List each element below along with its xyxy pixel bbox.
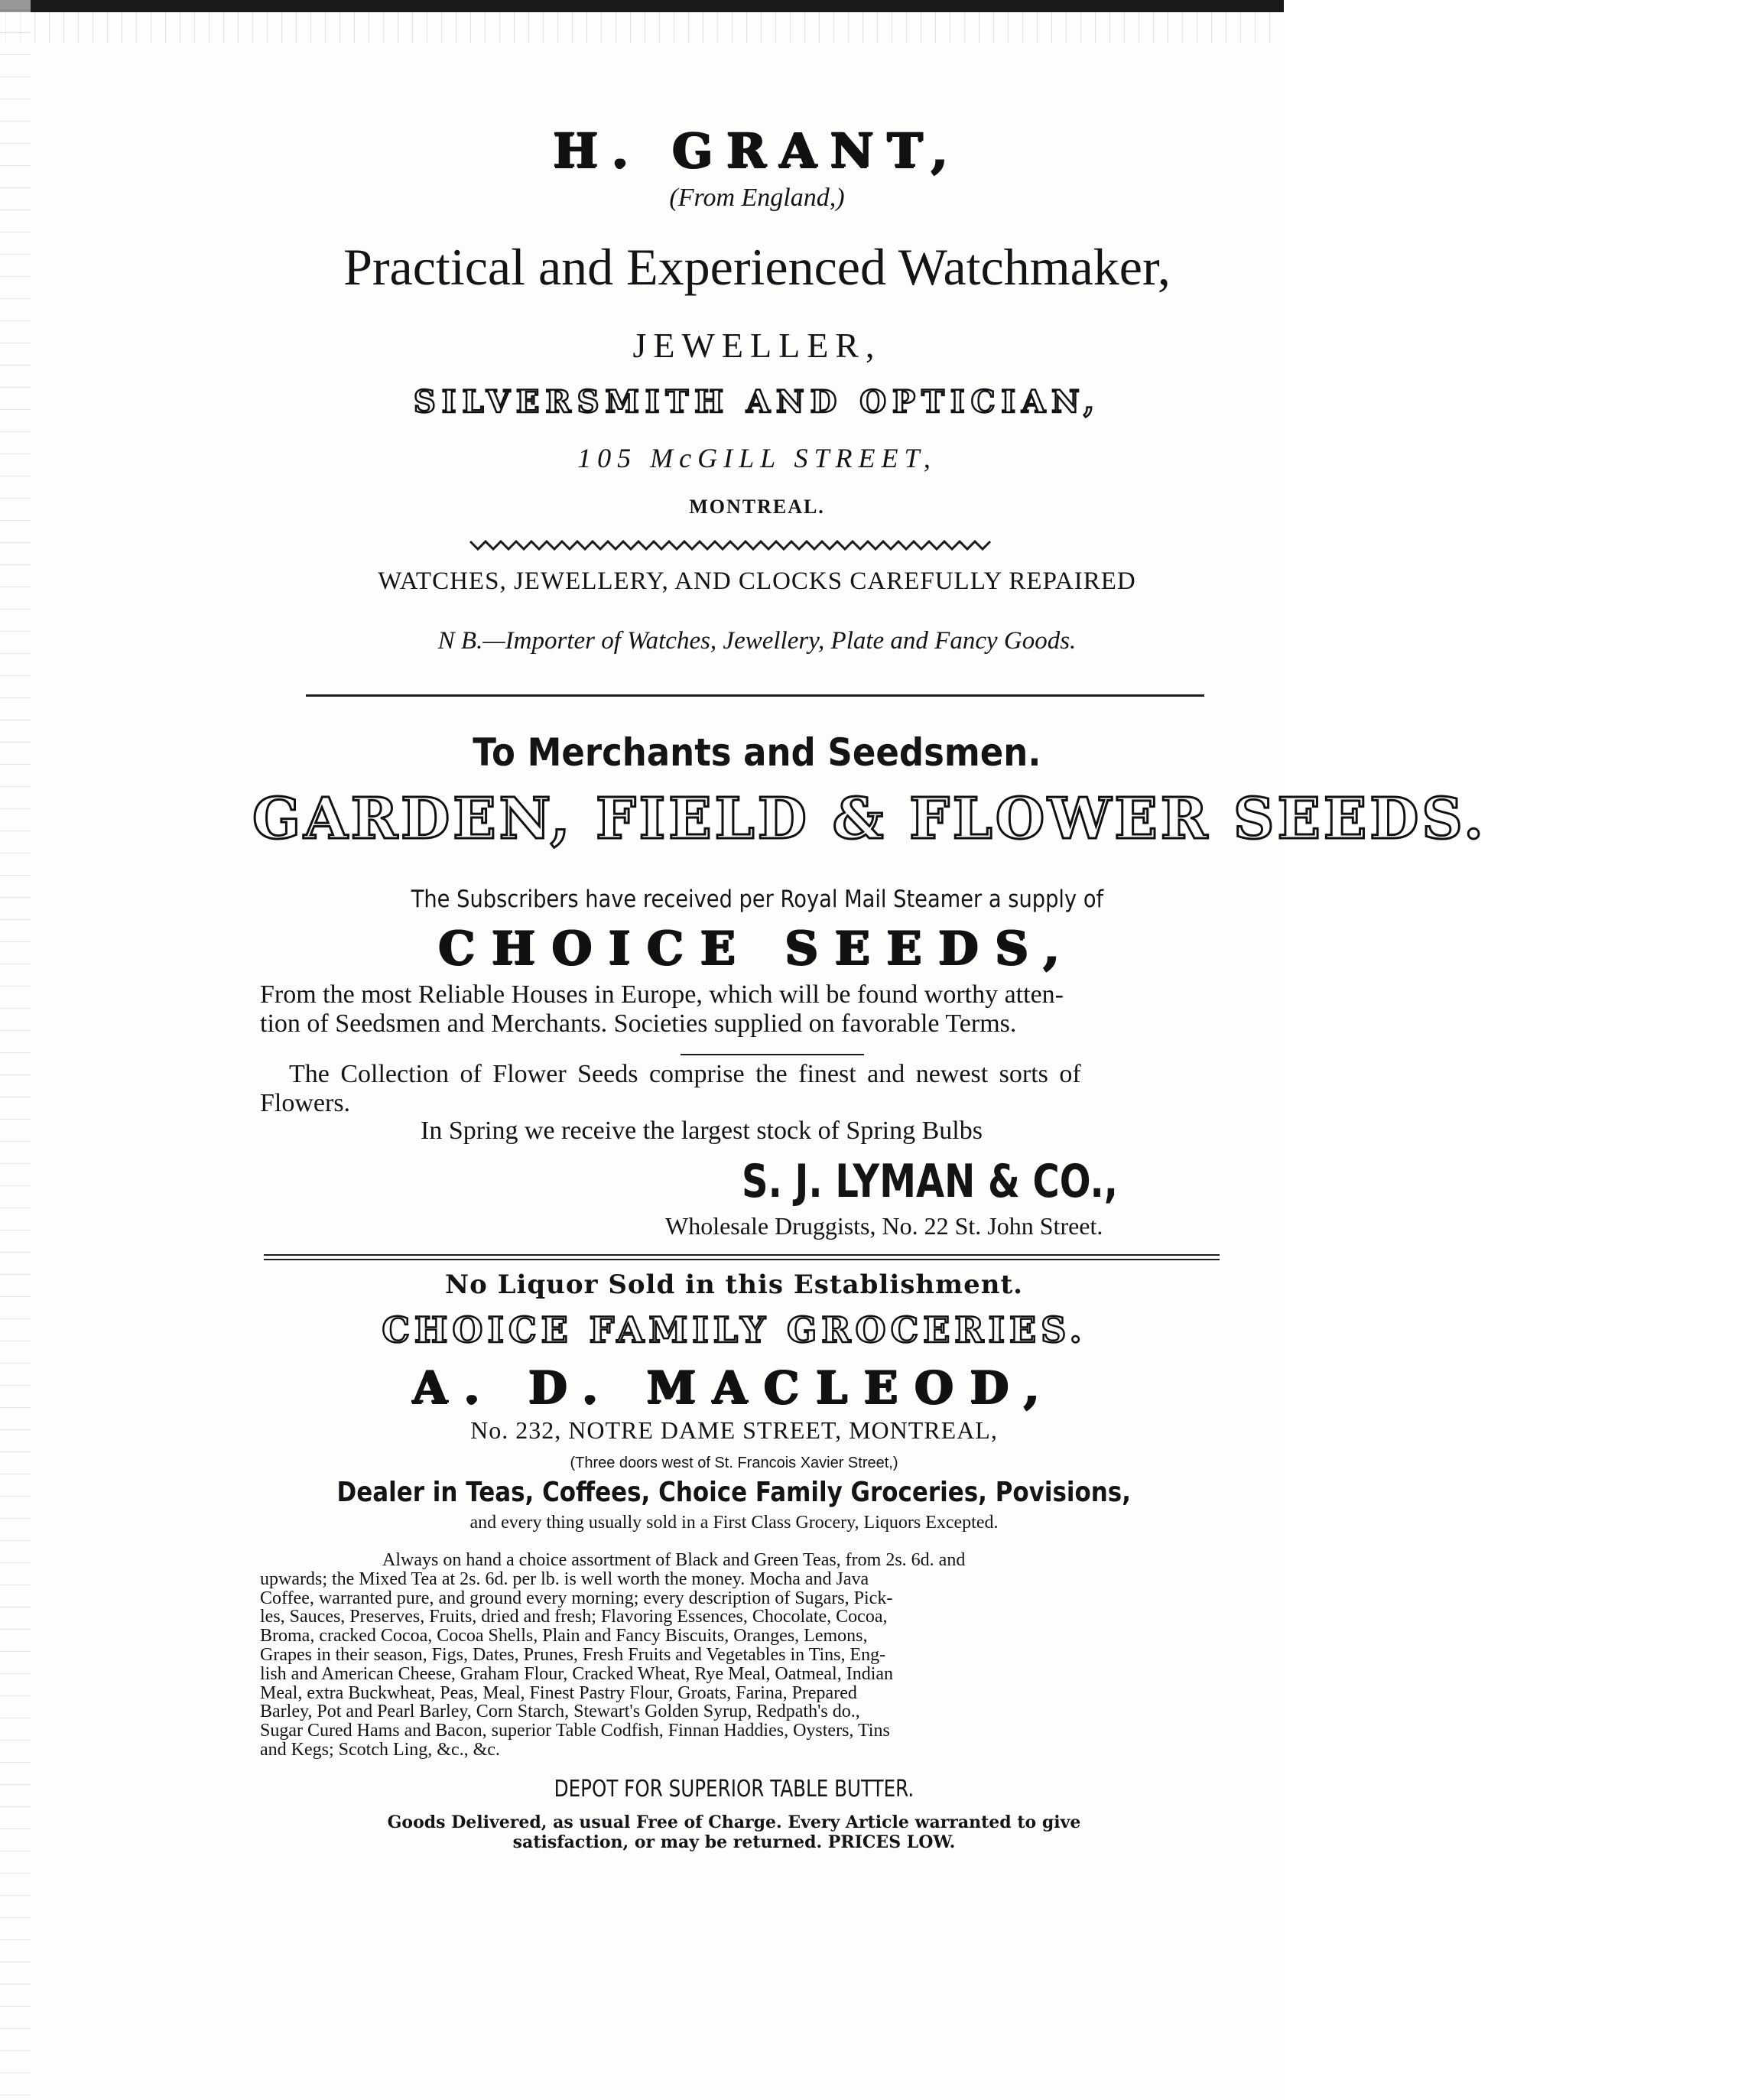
grant-origin: (From England,) (669, 184, 845, 212)
mcleod-advertisement (260, 0, 1208, 2100)
mcleod-body-line: Coffee, warranted pure, and ground every morning; every description of Sugars, Pick- (260, 1588, 893, 1608)
scan-noise-left (0, 0, 31, 2100)
mcleod-body (260, 1551, 1208, 1760)
seeds-intro-text: The Subscribers have received per Royal Mail Steamer a supply of (411, 886, 1103, 913)
mcleod-depot (260, 1776, 1208, 1803)
mcleod-body-line: Grapes in their season, Figs, Dates, Prunes, Fresh Fruits and Vegetables in Tins, Eng- (260, 1644, 886, 1665)
mcleod-body-line: Always on hand a choice assortment of Black and Green Teas, from 2s. 6d. and (382, 1550, 966, 1570)
seeds-body-line: From the most Reliable Houses in Europe, which will be found worthy atten- (260, 980, 1064, 1009)
seeds-firm-detail: Wholesale Druggists, No. 22 St. John Street. (665, 1212, 1103, 1240)
mcleod-groceries: CHOICE FAMILY GROCERIES. (382, 1309, 1087, 1351)
grant-trade-secondary: SILVERSMITH AND OPTICIAN, (413, 384, 1101, 420)
seeds-bulbs: In Spring we receive the largest stock of Spring Bulbs (421, 1117, 983, 1145)
seeds-firm-text: S. J. LYMAN & CO., (742, 1155, 1118, 1208)
mcleod-location: (Three doors west of St. Francois Xavier Street,) (570, 1455, 898, 1471)
seeds-banner: GARDEN, FIELD & FLOWER SEEDS. (252, 786, 1486, 852)
seeds-collection-line: Flowers. (260, 1089, 351, 1117)
seeds-collection-line: The Collection of Flower Seeds comprise the finest and newest sorts of (289, 1060, 1081, 1088)
grant-city: MONTREAL. (689, 496, 825, 518)
grant-address: 105 McGILL STREET, (577, 443, 937, 473)
mcleod-no-liquor: No Liquor Sold in this Establishment. (444, 1269, 1023, 1300)
grant-headline: Practical and Experienced Watchmaker, (343, 238, 1171, 296)
mcleod-body-line: and Kegs; Scotch Ling, &c., &c. (260, 1739, 500, 1760)
mcleod-footer (260, 1812, 1208, 1852)
grant-service: WATCHES, JEWELLERY, AND CLOCKS CAREFULLY REPAIRED (378, 567, 1136, 595)
mcleod-dealer-text: Dealer in Teas, Coffees, Choice Family Groceries, Povisions, (336, 1477, 1132, 1508)
seeds-body-line: tion of Seedsmen and Merchants. Societies supplied on favorable Terms. (260, 1009, 1017, 1038)
mcleod-body-line: upwards; the Mixed Tea at 2s. 6d. per lb. is well worth the money. Mocha and Java (260, 1568, 869, 1589)
mcleod-address: No. 232, NOTRE DAME STREET, MONTREAL, (470, 1416, 998, 1444)
seeds-choice: CHOICE SEEDS, (437, 922, 1077, 975)
grant-note: N B.—Importer of Watches, Jewellery, Plate and Fancy Goods. (437, 627, 1077, 655)
mcleod-body-line: Meal, extra Buckwheat, Peas, Meal, Finest Pastry Flour, Groats, Farina, Prepared (260, 1682, 857, 1703)
grant-name: H. GRANT, (553, 122, 961, 178)
seeds-heading-text: To Merchants and Seedsmen. (473, 730, 1041, 775)
mcleod-body-line: les, Sauces, Preserves, Fruits, dried and fresh; Flavoring Essences, Chocolate, Cocoa, (260, 1607, 888, 1627)
mcleod-body-line: Sugar Cured Hams and Bacon, superior Table Codfish, Finnan Haddies, Oysters, Tins (260, 1721, 890, 1741)
mcleod-dealer (260, 1476, 1208, 1508)
mcleod-footer-line: satisfaction, or may be returned. PRICES LOW. (512, 1832, 956, 1852)
mcleod-name: A. D. MACLEOD, (412, 1361, 1056, 1413)
mcleod-body-line: Barley, Pot and Pearl Barley, Corn Starch, Stewart's Golden Syrup, Redpath's do., (260, 1702, 860, 1722)
mcleod-body-line: lish and American Cheese, Graham Flour, Cracked Wheat, Rye Meal, Oatmeal, Indian (260, 1663, 894, 1684)
grant-trade: JEWELLER, (632, 326, 882, 365)
mcleod-body-line: Broma, cracked Cocoa, Cocoa Shells, Plain and Fancy Biscuits, Oranges, Lemons, (260, 1626, 868, 1647)
mcleod-footer-line: Goods Delivered, as usual Free of Charge. Every Article warranted to give (387, 1812, 1081, 1832)
mcleod-depot-text: DEPOT FOR SUPERIOR TABLE BUTTER. (554, 1776, 914, 1803)
mcleod-dealer-note: and every thing usually sold in a First Class Grocery, Liquors Excepted. (469, 1513, 999, 1533)
